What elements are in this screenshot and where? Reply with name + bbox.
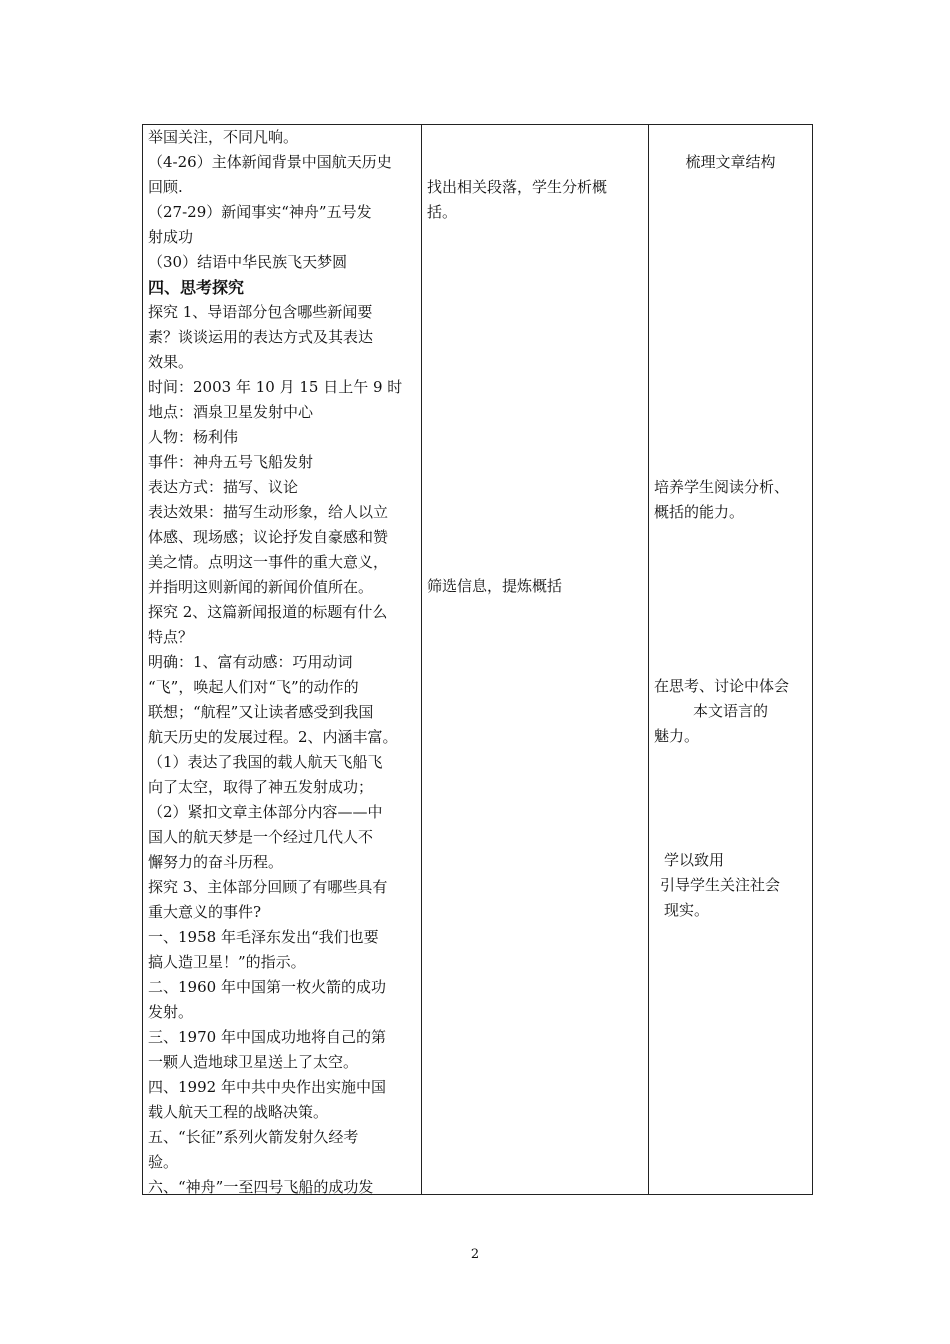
content-line: （27-29）新闻事实“神舟”五号发 <box>148 203 372 221</box>
content-line: 重大意义的事件? <box>148 903 262 921</box>
purpose-2-line1: 培养学生阅读分析、 <box>654 478 790 496</box>
content-line: 射成功 <box>148 228 194 246</box>
purpose-1: 梳理文章结构 <box>685 153 776 171</box>
lesson-plan-table <box>142 124 813 1195</box>
content-line: 体感、现场感；议论抒发自豪感和赞 <box>148 528 389 546</box>
purpose-3-line2: 本文语言的 <box>692 702 768 720</box>
activity-cell <box>422 125 649 1195</box>
content-line: 美之情。点明这一事件的重大意义， <box>148 553 389 571</box>
content-lines <box>148 125 416 1194</box>
purpose-4-line2: 引导学生关注社会 <box>660 876 781 894</box>
activity-2: 筛选信息，提炼概括 <box>427 577 563 595</box>
purpose-4-line1: 学以致用 <box>664 851 725 869</box>
content-line: （4-26）主体新闻背景中国航天历史 <box>148 153 392 171</box>
purpose-cell <box>649 125 813 1195</box>
content-line: 向了太空，取得了神五发射成功； <box>148 778 374 796</box>
content-line: （2）紧扣文章主体部分内容——中 <box>148 803 383 821</box>
content-line: 事件：神舟五号飞船发射 <box>148 453 314 471</box>
content-line: 验。 <box>148 1153 179 1171</box>
content-line: 探究 1、导语部分包含哪些新闻要 <box>148 303 373 321</box>
content-line: 举国关注，不同凡响。 <box>148 128 299 146</box>
content-line: 一颗人造地球卫星送上了太空。 <box>148 1053 359 1071</box>
purpose-4-line3: 现实。 <box>664 901 710 919</box>
table-row <box>143 125 813 1195</box>
content-line: 四、1992 年中共中央作出实施中国 <box>148 1078 386 1096</box>
content-line: 并指明这则新闻的新闻价值所在。 <box>148 578 374 596</box>
content-line: 联想；“航程”又让读者感受到我国 <box>148 703 374 721</box>
content-line: （1）表达了我国的载人航天飞船飞 <box>148 753 383 771</box>
content-line: 国人的航天梦是一个经过几代人不 <box>148 828 374 846</box>
content-line: 航天历史的发展过程。2、内涵丰富。 <box>148 728 398 746</box>
purpose-2-line2: 概括的能力。 <box>654 503 745 521</box>
content-line: 五、“长征”系列火箭发射久经考 <box>148 1128 359 1146</box>
content-line: 时间：2003 年 10 月 15 日上午 9 时 <box>148 378 403 396</box>
activity-1-line2: 括。 <box>427 203 458 221</box>
purpose-3-line3: 魅力。 <box>654 727 700 745</box>
content-line: 人物：杨利伟 <box>148 428 239 446</box>
content-line: “飞”，唤起人们对“飞”的动作的 <box>148 678 359 696</box>
content-cell <box>143 125 422 1195</box>
content-line: 发射。 <box>148 1003 194 1021</box>
content-line: 六、“神舟”一至四号飞船的成功发 <box>148 1178 374 1196</box>
content-line: 懈努力的奋斗历程。 <box>148 853 284 871</box>
content-line: 回顾. <box>148 178 183 196</box>
content-line: 素？谈谈运用的表达方式及其表达 <box>148 328 374 346</box>
page-number: 2 <box>470 1247 480 1262</box>
purpose-3-line1: 在思考、讨论中体会 <box>654 677 790 695</box>
section-heading: 四、思考探究 <box>148 278 245 297</box>
content-line: 明确：1、富有动感：巧用动词 <box>148 653 353 671</box>
content-line: 一、1958 年毛泽东发出“我们也要 <box>148 928 379 946</box>
content-line: 表达效果：描写生动形象，给人以立 <box>148 503 389 521</box>
content-line: 探究 2、这篇新闻报道的标题有什么 <box>148 603 388 621</box>
content-line: 效果。 <box>148 353 194 371</box>
content-line: 探究 3、主体部分回顾了有哪些具有 <box>148 878 388 896</box>
content-line: （30）结语中华民族飞天梦圆 <box>148 253 348 271</box>
content-line: 载人航天工程的战略决策。 <box>148 1103 329 1121</box>
activity-1-line1: 找出相关段落，学生分析概 <box>427 178 608 196</box>
content-line: 特点？ <box>148 628 194 646</box>
content-line: 搞人造卫星！”的指示。 <box>148 953 306 971</box>
content-line: 三、1970 年中国成功地将自己的第 <box>148 1028 386 1046</box>
content-line: 二、1960 年中国第一枚火箭的成功 <box>148 978 386 996</box>
content-line: 表达方式：描写、议论 <box>148 478 299 496</box>
content-line: 地点：酒泉卫星发射中心 <box>148 403 314 421</box>
